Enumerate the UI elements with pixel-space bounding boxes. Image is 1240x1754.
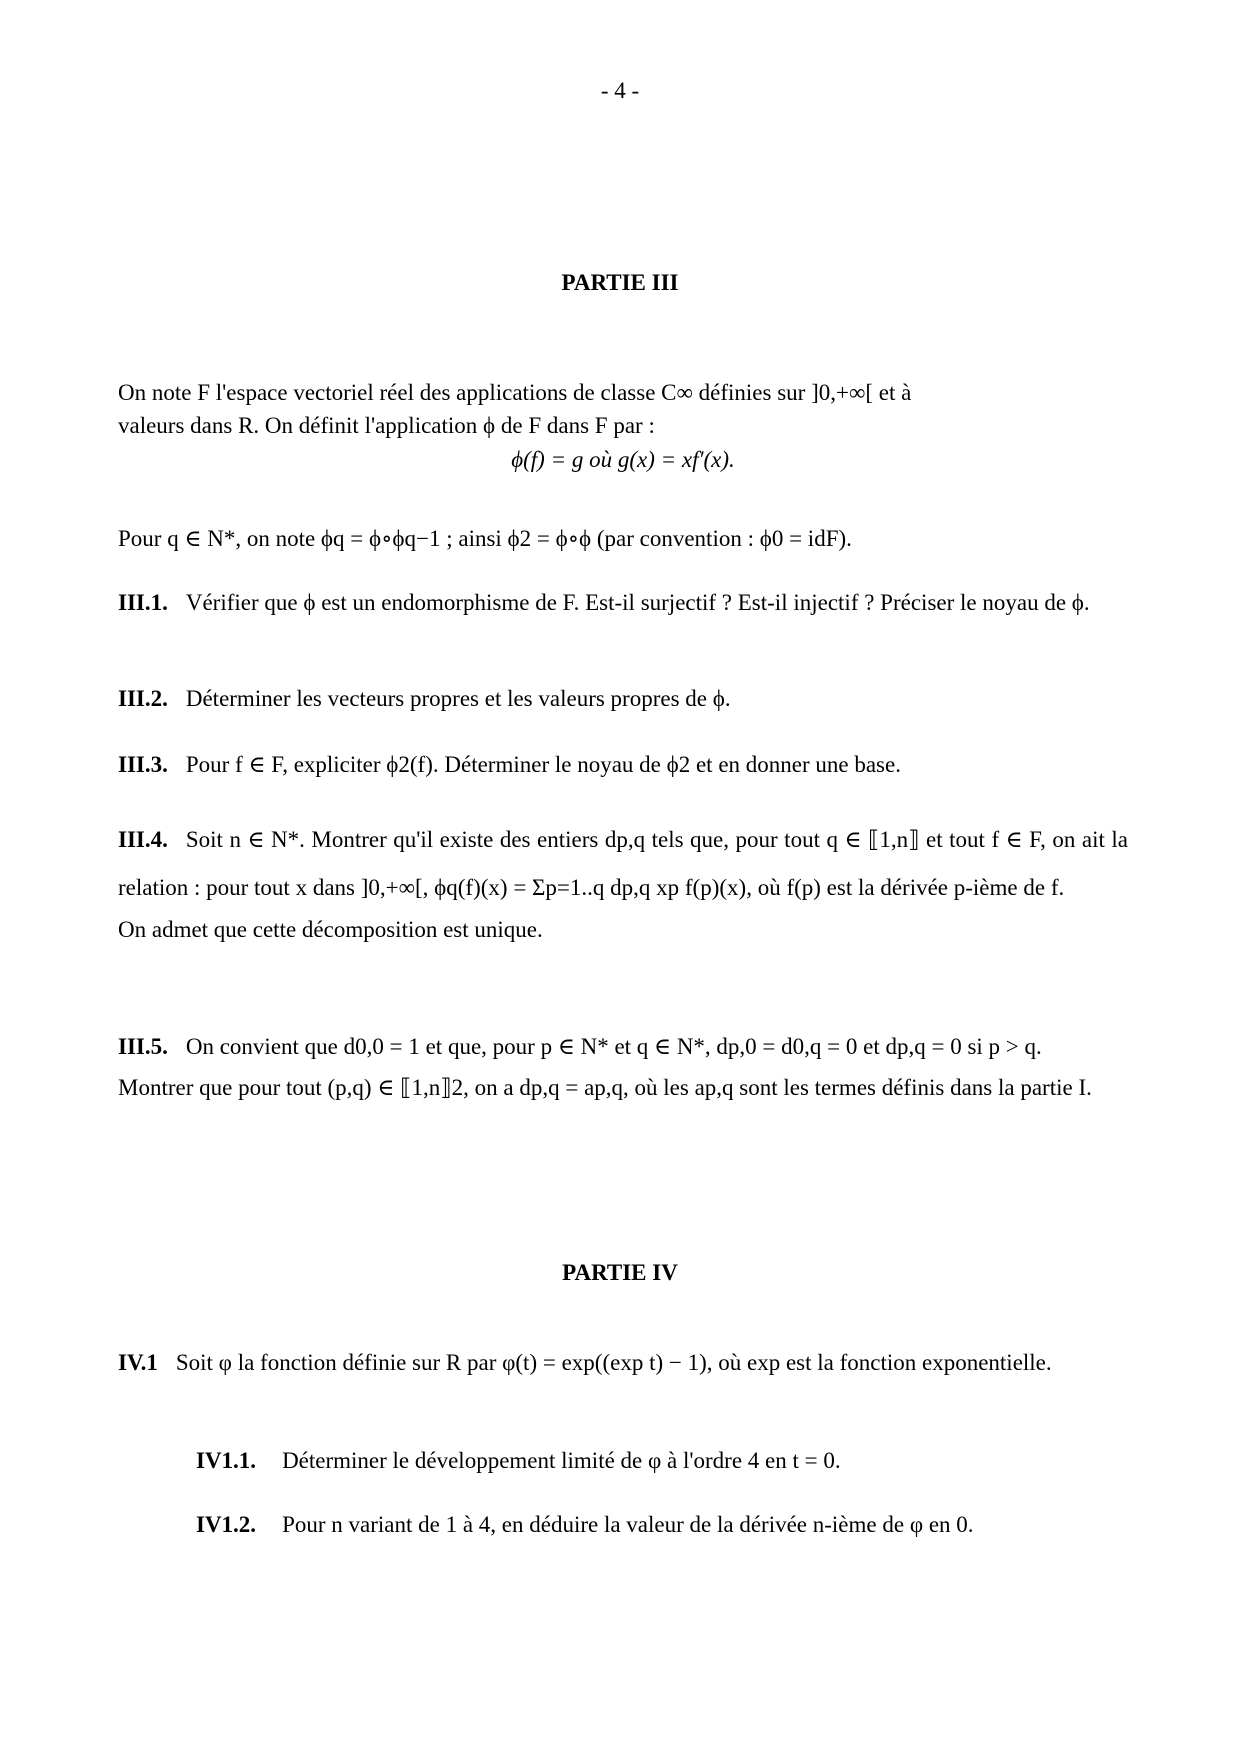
partie-iii-intro [118,376,1128,476]
question-label: III.5. [118,1034,168,1059]
question-label: IV1.2. [196,1512,257,1537]
section-title-partie-iv: PARTIE IV [562,1260,678,1285]
question-text: Soit n ∈ N*. Montrer qu'il existe des entiers dp,q tels que, pour tout q ∈ ⟦1,n⟧ et tout f ∈ F, on ait la relation : pour tout x dans ]0,+∞[, ϕq(f)(x) = Σp=1..q dp,q xp f(p)(x), où f(p) est la dérivée p-ième de f. [118,827,1128,901]
question-label: IV.1 [118,1350,158,1375]
convention-text: Pour q ∈ N*, on note ϕq = ϕ∘ϕq−1 ; ainsi ϕ2 = ϕ∘ϕ (par convention : ϕ0 = idF). [118,526,852,551]
question-iii-5 [118,1030,1128,1105]
question-note: On admet que cette décomposition est unique. [118,916,543,942]
question-iv-1-2 [196,1508,1128,1541]
question-label: III.3. [118,752,168,777]
phi-definition-formula: ϕ(f) = g où g(x) = xf′(x). [511,446,735,472]
question-text: Pour n variant de 1 à 4, en déduire la valeur de la dérivée n-ième de φ en 0. [282,1512,974,1537]
section-title-partie-iii: PARTIE III [561,270,679,295]
question-text: Vérifier que ϕ est un endomorphisme de F. Est-il surjectif ? Est-il injectif ? Préciser le noyau de ϕ. [185,590,1090,615]
question-label: III.4. [118,827,168,852]
question-text-2: Montrer que pour tout (p,q) ∈ ⟦1,n⟧2, on a dp,q = ap,q, où les ap,q sont les termes définis dans la partie I. [118,1075,1092,1101]
question-iv-1 [118,1346,1128,1379]
question-iii-3 [118,748,1128,781]
question-iii-4 [118,816,1128,946]
question-iii-2 [118,682,1128,715]
question-text: Pour f ∈ F, expliciter ϕ2(f). Déterminer le noyau de ϕ2 et en donner une base. [185,752,901,777]
intro-line-2: valeurs dans R. On définit l'application ϕ de F dans F par : [118,413,655,439]
phi-power-convention [118,522,1128,555]
question-text: Déterminer les vecteurs propres et les valeurs propres de ϕ. [185,686,731,711]
question-iii-1 [118,586,1128,619]
question-text: Soit φ la fonction définie sur R par φ(t) = exp((exp t) − 1), où exp est la fonction exponentielle. [175,1350,1052,1375]
question-label: IV1.1. [196,1448,257,1473]
question-label: III.2. [118,686,168,711]
question-label: III.1. [118,590,168,615]
question-text: On convient que d0,0 = 1 et que, pour p ∈ N* et q ∈ N*, dp,0 = d0,q = 0 et dp,q = 0 si p > q. [185,1034,1042,1059]
page-number: - 4 - [600,78,640,103]
question-iv-1-1 [196,1444,1128,1477]
intro-line-1: On note F l'espace vectoriel réel des applications de classe C∞ définies sur ]0,+∞[ et à [118,380,912,405]
question-text: Déterminer le développement limité de φ à l'ordre 4 en t = 0. [282,1448,841,1473]
